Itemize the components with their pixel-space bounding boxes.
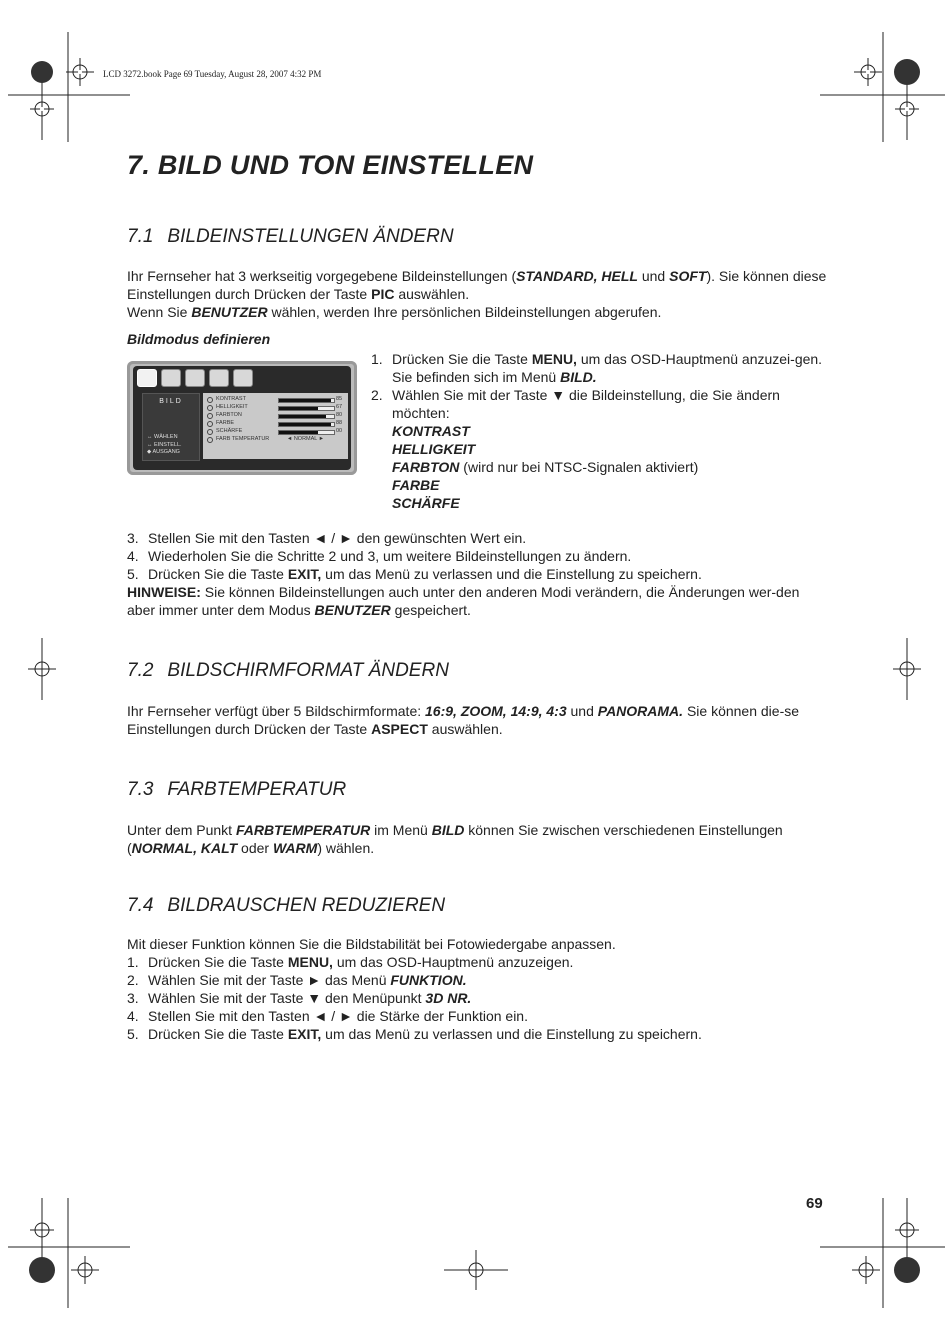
step-number: 1. (127, 954, 139, 970)
list-item (371, 350, 829, 386)
keyword: EXIT, (287, 1026, 322, 1042)
text: ). Sie können diese Einstellungen durch Drücken der Taste (127, 268, 827, 302)
text: Sie befinden sich im Menü (392, 369, 561, 385)
text: Wählen Sie mit der Taste ► das Menü (148, 972, 391, 988)
osd-menu-title: BILD (159, 398, 183, 405)
keyword: BENUTZER (314, 602, 391, 618)
osd-row-label: HELLIGKEIT (216, 404, 248, 410)
list-item (127, 1007, 829, 1025)
text: Ihr Fernseher verfügt über 5 Bildschirmformate: (127, 703, 426, 719)
osd-level-bar (278, 414, 335, 419)
step-number: 1. (371, 351, 383, 367)
keyword: 3D NR. (425, 990, 472, 1006)
steps-list-a (371, 350, 829, 512)
section-title: FARBTEMPERATUR (167, 779, 347, 800)
text: können Sie zwischen verschiedenen Einstellungen ( (127, 822, 783, 856)
list-item (127, 971, 829, 989)
keyword: BENUTZER (191, 304, 268, 320)
down-arrow-icon: ▼ (551, 387, 566, 403)
option-kontrast: KONTRAST (392, 423, 470, 439)
picture-icon (137, 369, 157, 387)
osd-menu-title-box (142, 393, 200, 461)
step-number: 5. (127, 1026, 139, 1042)
section-number: 7.2 (127, 660, 154, 681)
osd-row-label: FARBTON (216, 412, 242, 418)
osd-help-exit: ◆ AUSGANG (147, 449, 180, 455)
osd-row-value: 80 (336, 412, 343, 418)
bullet-icon (207, 429, 213, 435)
osd-row-value: 67 (336, 404, 343, 410)
keyword: SOFT (669, 268, 707, 284)
list-item (127, 529, 829, 547)
osd-panel (133, 366, 351, 470)
step-number: 2. (127, 972, 139, 988)
section-title: BILDRAUSCHEN REDUZIEREN (167, 895, 446, 916)
text: Stellen Sie mit den Tasten (148, 530, 314, 546)
step-number: 3. (127, 530, 139, 546)
list-item (127, 565, 829, 583)
text: Wählen Sie mit der Taste (392, 387, 552, 403)
bullet-icon (207, 405, 213, 411)
osd-help (147, 434, 182, 457)
left-right-arrow-icon: ◄ / ► (313, 530, 353, 546)
osd-level-fill (279, 431, 318, 434)
section-number: 7.3 (127, 779, 154, 800)
steps-list-b (127, 529, 829, 583)
text: Drücken Sie die Taste (148, 566, 288, 582)
keyword: NORMAL, KALT (131, 840, 238, 856)
setup-icon (233, 369, 253, 387)
osd-level-bar (278, 406, 335, 411)
osd-row-kontrast (203, 396, 348, 404)
text: um das Menü zu verlassen und die Einstellung zu speichern. (321, 1026, 702, 1042)
list-item (127, 1025, 829, 1043)
osd-row-label: FARB TEMPERATUR (216, 436, 270, 442)
keyword: WARM (272, 840, 318, 856)
osd-level-bar (278, 430, 335, 435)
text: Unter dem Punkt (127, 822, 236, 838)
subheading-bildmodus: Bildmodus definieren (127, 331, 271, 347)
list-item (127, 989, 829, 1007)
text: und (566, 703, 598, 719)
osd-row-farbton (203, 412, 348, 420)
step-sub (392, 368, 829, 386)
step-number: 4. (127, 1008, 139, 1024)
osd-help-adjust: ↔ EINSTELL. (147, 441, 182, 448)
note-paragraph (127, 583, 829, 619)
osd-row-label: KONTRAST (216, 396, 246, 402)
text: um das Menü zu verlassen und die Einstellung zu speichern. (321, 566, 702, 582)
step-number: 4. (127, 548, 139, 564)
osd-row-helligkeit (203, 404, 348, 412)
text: Wählen Sie mit der Taste ▼ den Menüpunkt (148, 990, 426, 1006)
function-icon (185, 369, 205, 387)
osd-row-label: FARBE (216, 420, 235, 426)
option-schaerfe: SCHÄRFE (392, 495, 460, 511)
keyword: PANORAMA. (597, 703, 684, 719)
book-header: LCD 3272.book Page 69 Tuesday, August 28, 2007 4:32 PM (103, 69, 322, 79)
keyword: PIC (371, 286, 395, 302)
osd-row-farbe (203, 420, 348, 428)
osd-help-select: ↔ WÄHLEN (147, 434, 178, 440)
keyword: MENU, (287, 954, 333, 970)
text: und (637, 268, 670, 284)
osd-settings-list (203, 393, 348, 459)
text: auswählen. (427, 721, 503, 737)
text: Wiederholen Sie die Schritte 2 und 3, um weitere Bildeinstellungen zu ändern. (148, 548, 632, 564)
osd-row-value: 85 (336, 396, 343, 402)
text: um das OSD-Hauptmenü anzuzeigen. (332, 954, 574, 970)
text: Wenn Sie (127, 304, 192, 320)
step-number: 5. (127, 566, 139, 582)
keyword: BILD. (560, 369, 597, 385)
keyword: FUNKTION. (390, 972, 467, 988)
paragraph-aspect (127, 702, 829, 738)
text: oder (237, 840, 273, 856)
keyword: ASPECT (371, 721, 428, 737)
text: auswählen. (394, 286, 470, 302)
section-heading-7-1 (127, 226, 454, 248)
option-helligkeit: HELLIGKEIT (392, 441, 476, 457)
note-label: HINWEISE: (127, 584, 201, 600)
option-farbton-line (392, 458, 829, 476)
paragraph-presets (127, 267, 827, 321)
step-number: 3. (127, 990, 139, 1006)
osd-menu-screenshot (127, 361, 357, 475)
keyword: MENU, (531, 351, 577, 367)
osd-row-value: 88 (336, 420, 343, 426)
keyword: FARBTEMPERATUR (235, 822, 371, 838)
text: um das OSD-Hauptmenü anzuzei-gen. (576, 351, 823, 367)
page-number: 69 (806, 1195, 823, 1212)
steps-list-c (127, 953, 829, 1043)
bullet-icon (207, 421, 213, 427)
keyword: STANDARD, HELL (516, 268, 638, 284)
keyword: BILD (431, 822, 465, 838)
text: Sie können die-se Einstellungen durch Drücken der Taste (127, 703, 800, 737)
bullet-icon (207, 413, 213, 419)
text: Stellen Sie mit den Tasten ◄ / ► die Stärke der Funktion ein. (148, 1008, 528, 1024)
section-heading-7-3 (127, 779, 346, 801)
list-item (127, 953, 829, 971)
option-farbton: FARBTON (392, 459, 460, 475)
text: Drücken Sie die Taste (392, 351, 532, 367)
osd-row-value: 00 (336, 428, 343, 434)
option-farbe: FARBE (392, 477, 440, 493)
osd-level-bar (278, 398, 335, 403)
keyword: EXIT, (287, 566, 322, 582)
osd-row-schaerfe (203, 428, 348, 436)
bullet-icon (207, 397, 213, 403)
bullet-icon (207, 437, 213, 443)
text: Drücken Sie die Taste (148, 1026, 288, 1042)
osd-level-fill (279, 423, 331, 426)
text: Drücken Sie die Taste (148, 954, 288, 970)
keyword: 16:9, ZOOM, 14:9, 4:3 (425, 703, 567, 719)
sound-icon (161, 369, 181, 387)
text: im Menü (370, 822, 432, 838)
section-heading-7-4 (127, 895, 445, 917)
text: ) wählen. (317, 840, 375, 856)
osd-level-bar (278, 422, 335, 427)
osd-row-label: SCHÄRFE (216, 428, 243, 434)
list-item (127, 547, 829, 565)
osd-level-fill (279, 415, 326, 418)
section-title: BILDEINSTELLUNGEN ÄNDERN (167, 226, 454, 247)
osd-row-farbtemperatur (203, 436, 348, 444)
section-title: BILDSCHIRMFORMAT ÄNDERN (167, 660, 449, 681)
text: wählen, werden Ihre persönlichen Bildeinstellungen abgerufen. (267, 304, 662, 320)
text: den gewünschten Wert ein. (352, 530, 527, 546)
osd-icon-bar (137, 369, 253, 385)
chapter-title: 7. BILD UND TON EINSTELLEN (127, 150, 534, 180)
list-item (371, 386, 829, 512)
channel-icon (209, 369, 229, 387)
section-number: 7.4 (127, 895, 154, 916)
paragraph-noise-intro: Mit dieser Funktion können Sie die Bildstabilität bei Fotowiedergabe anpassen. (127, 936, 616, 952)
text: die Bildeinstellung, die Sie ändern möchten: (392, 387, 780, 421)
section-heading-7-2 (127, 660, 449, 682)
osd-level-fill (279, 399, 331, 402)
paragraph-colortemp (127, 821, 829, 857)
step-number: 2. (371, 387, 383, 403)
note: (wird nur bei NTSC-Signalen aktiviert) (459, 459, 699, 475)
osd-row-option: ◄ NORMAL ► (286, 436, 325, 442)
text: Sie können Bildeinstellungen auch unter den anderen Modi verändern, die Änderungen wer-den aber immer unter dem Modus (127, 584, 800, 618)
osd-level-fill (279, 407, 318, 410)
text: gespeichert. (390, 602, 471, 618)
section-number: 7.1 (127, 226, 154, 247)
text: Ihr Fernseher hat 3 werkseitig vorgegebene Bildeinstellungen ( (127, 268, 517, 284)
